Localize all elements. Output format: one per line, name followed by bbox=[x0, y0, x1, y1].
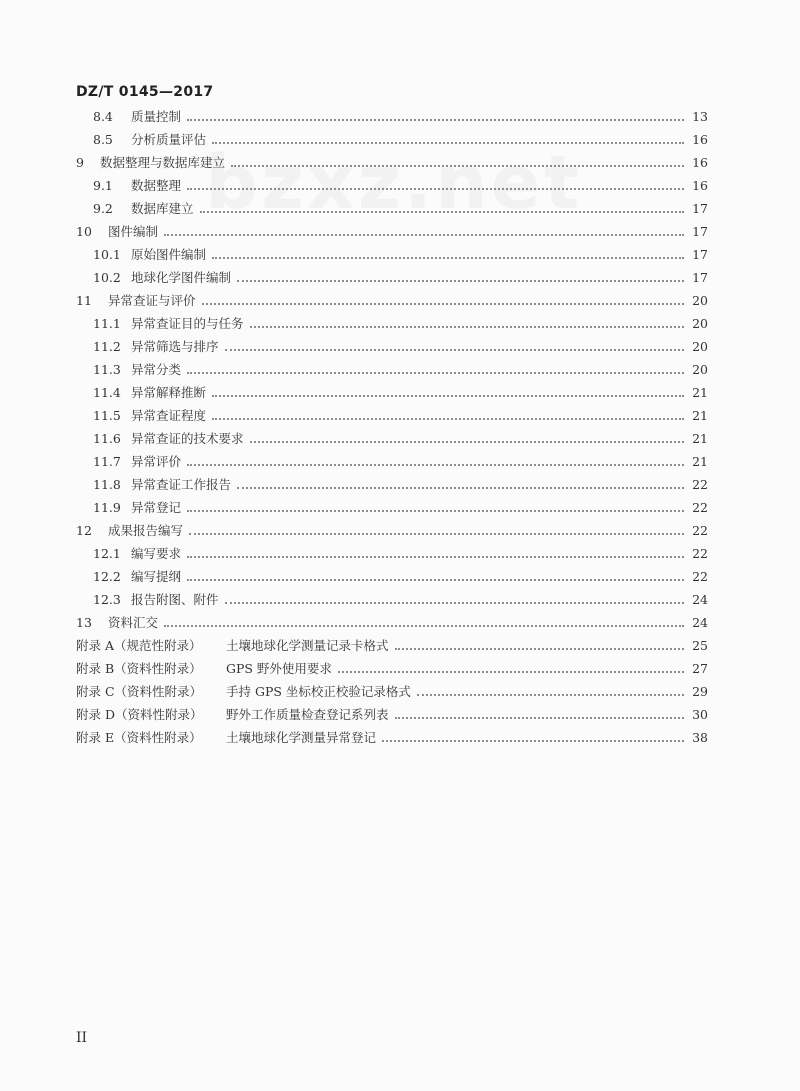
appendix-label: 附录 D（资料性附录） bbox=[76, 707, 203, 722]
toc-number: 9.2 bbox=[93, 201, 113, 216]
toc-title: 编写要求 bbox=[131, 546, 182, 561]
toc-entry[interactable] bbox=[76, 222, 708, 242]
watermark-logo: bzxz.net bbox=[205, 140, 583, 226]
toc-title: 地球化学图件编制 bbox=[131, 270, 232, 285]
leader-dots bbox=[212, 395, 684, 397]
toc-entry[interactable] bbox=[76, 613, 708, 633]
toc-page: 20 bbox=[692, 339, 708, 354]
leader-dots bbox=[189, 533, 684, 535]
toc-page: 30 bbox=[692, 707, 708, 722]
toc-page: 20 bbox=[692, 316, 708, 331]
toc-number: 10.2 bbox=[93, 270, 121, 285]
toc-entry-appendix[interactable] bbox=[76, 728, 708, 748]
toc-entry[interactable] bbox=[93, 268, 708, 288]
toc-number: 11.7 bbox=[93, 454, 121, 469]
toc-page: 29 bbox=[692, 684, 708, 699]
toc-page: 20 bbox=[692, 293, 708, 308]
leader-dots bbox=[237, 280, 684, 282]
toc-page: 21 bbox=[692, 454, 708, 469]
appendix-label: 附录 E（资料性附录） bbox=[76, 730, 202, 745]
toc-number: 13 bbox=[76, 615, 92, 630]
toc-number: 12.1 bbox=[93, 546, 121, 561]
leader-dots bbox=[212, 142, 684, 144]
toc-title: 成果报告编写 bbox=[108, 523, 184, 538]
leader-dots bbox=[202, 303, 684, 305]
toc-page: 24 bbox=[692, 615, 708, 630]
leader-dots bbox=[225, 349, 684, 351]
toc-title: 异常解释推断 bbox=[131, 385, 207, 400]
leader-dots bbox=[382, 740, 684, 742]
toc-title: 报告附图、附件 bbox=[131, 592, 219, 607]
leader-dots bbox=[395, 717, 684, 719]
toc-number: 11.2 bbox=[93, 339, 121, 354]
toc-number: 9.1 bbox=[93, 178, 113, 193]
toc-number: 11.5 bbox=[93, 408, 121, 423]
toc-page: 16 bbox=[692, 155, 708, 170]
toc-number: 11.3 bbox=[93, 362, 121, 377]
toc-number: 8.4 bbox=[93, 109, 113, 124]
standard-code-header: DZ/T 0145—2017 bbox=[76, 84, 214, 100]
toc-title: 资料汇交 bbox=[108, 615, 159, 630]
leader-dots bbox=[187, 119, 684, 121]
toc-entry[interactable] bbox=[93, 360, 708, 380]
appendix-label: 附录 C（资料性附录） bbox=[76, 684, 203, 699]
leader-dots bbox=[187, 464, 684, 466]
toc-title: 异常查证的技术要求 bbox=[131, 431, 244, 446]
toc-number: 12.2 bbox=[93, 569, 121, 584]
toc-entry[interactable] bbox=[93, 383, 708, 403]
toc-title: 分析质量评估 bbox=[131, 132, 207, 147]
toc-page: 16 bbox=[692, 132, 708, 147]
toc-number: 11.4 bbox=[93, 385, 121, 400]
toc-page: 22 bbox=[692, 500, 708, 515]
toc-page: 16 bbox=[692, 178, 708, 193]
toc-title: 异常查证程度 bbox=[131, 408, 207, 423]
toc-entry[interactable] bbox=[93, 245, 708, 265]
toc-page: 13 bbox=[692, 109, 708, 124]
leader-dots bbox=[417, 694, 684, 696]
toc-number: 9 bbox=[76, 155, 84, 170]
toc-page: 17 bbox=[692, 201, 708, 216]
leader-dots bbox=[187, 188, 684, 190]
leader-dots bbox=[250, 326, 684, 328]
toc-entry[interactable] bbox=[93, 107, 708, 127]
leader-dots bbox=[187, 556, 684, 558]
toc-entry[interactable] bbox=[93, 176, 708, 196]
toc-title: 图件编制 bbox=[108, 224, 159, 239]
toc-number: 12 bbox=[76, 523, 92, 538]
toc-title: 土壤地球化学测量记录卡格式 bbox=[226, 638, 389, 653]
toc-page: 25 bbox=[692, 638, 708, 653]
toc-page: 21 bbox=[692, 385, 708, 400]
toc-entry[interactable] bbox=[93, 475, 708, 495]
toc-page: 24 bbox=[692, 592, 708, 607]
toc-number: 11.1 bbox=[93, 316, 121, 331]
toc-entry[interactable] bbox=[93, 590, 708, 610]
toc-title: 异常查证工作报告 bbox=[131, 477, 232, 492]
toc-entry[interactable] bbox=[93, 314, 708, 334]
page-number: II bbox=[76, 1030, 88, 1046]
toc-title: 异常筛选与排序 bbox=[131, 339, 219, 354]
toc-entry[interactable] bbox=[76, 291, 708, 311]
toc-entry[interactable] bbox=[93, 199, 708, 219]
toc-page: 21 bbox=[692, 408, 708, 423]
toc-page: 38 bbox=[692, 730, 708, 745]
toc-page: 27 bbox=[692, 661, 708, 676]
leader-dots bbox=[187, 510, 684, 512]
leader-dots bbox=[250, 441, 684, 443]
toc-page: 17 bbox=[692, 224, 708, 239]
toc-number: 10 bbox=[76, 224, 92, 239]
toc-page: 20 bbox=[692, 362, 708, 377]
toc-number: 11 bbox=[76, 293, 92, 308]
toc-number: 11.8 bbox=[93, 477, 121, 492]
toc-page: 22 bbox=[692, 477, 708, 492]
toc-entry[interactable] bbox=[93, 429, 708, 449]
leader-dots bbox=[231, 165, 684, 167]
toc-title: 质量控制 bbox=[131, 109, 182, 124]
leader-dots bbox=[212, 418, 684, 420]
toc-title: 数据库建立 bbox=[131, 201, 194, 216]
toc-number: 11.6 bbox=[93, 431, 121, 446]
toc-number: 11.9 bbox=[93, 500, 121, 515]
appendix-label: 附录 B（资料性附录） bbox=[76, 661, 202, 676]
toc-number: 8.5 bbox=[93, 132, 113, 147]
toc-title: 土壤地球化学测量异常登记 bbox=[226, 730, 377, 745]
toc-entry[interactable] bbox=[93, 337, 708, 357]
toc-entry[interactable] bbox=[93, 406, 708, 426]
toc-page: 22 bbox=[692, 569, 708, 584]
toc-title: 野外工作质量检查登记系列表 bbox=[226, 707, 389, 722]
toc-entry[interactable] bbox=[93, 498, 708, 518]
toc-entry[interactable] bbox=[93, 452, 708, 472]
toc-title: 数据整理与数据库建立 bbox=[100, 155, 226, 170]
toc-number: 10.1 bbox=[93, 247, 121, 262]
toc-entry[interactable] bbox=[93, 130, 708, 150]
toc-page: 21 bbox=[692, 431, 708, 446]
leader-dots bbox=[395, 648, 684, 650]
toc-title: 异常评价 bbox=[131, 454, 182, 469]
toc-entry[interactable] bbox=[93, 544, 708, 564]
toc-entry-appendix[interactable] bbox=[76, 659, 708, 679]
toc-title: 编写提纲 bbox=[131, 569, 182, 584]
toc-title: 异常查证与评价 bbox=[108, 293, 196, 308]
leader-dots bbox=[164, 625, 684, 627]
leader-dots bbox=[164, 234, 684, 236]
toc-entry[interactable] bbox=[76, 153, 708, 173]
toc-entry-appendix[interactable] bbox=[76, 636, 708, 656]
leader-dots bbox=[338, 671, 684, 673]
toc-entry-appendix[interactable] bbox=[76, 705, 708, 725]
toc-title: 异常分类 bbox=[131, 362, 182, 377]
toc-entry[interactable] bbox=[93, 567, 708, 587]
appendix-label: 附录 A（规范性附录） bbox=[76, 638, 202, 653]
leader-dots bbox=[237, 487, 684, 489]
leader-dots bbox=[187, 579, 684, 581]
toc-page: 22 bbox=[692, 546, 708, 561]
toc-title: 异常登记 bbox=[131, 500, 182, 515]
leader-dots bbox=[200, 211, 684, 213]
toc-page: 17 bbox=[692, 270, 708, 285]
leader-dots bbox=[187, 372, 684, 374]
toc-entry-appendix[interactable] bbox=[76, 682, 708, 702]
toc-title: 原始图件编制 bbox=[131, 247, 207, 262]
toc-title: 异常查证目的与任务 bbox=[131, 316, 244, 331]
toc-number: 12.3 bbox=[93, 592, 121, 607]
leader-dots bbox=[225, 602, 684, 604]
toc-title: GPS 野外使用要求 bbox=[226, 661, 332, 676]
toc-title: 手持 GPS 坐标校正校验记录格式 bbox=[226, 684, 411, 699]
toc-entry[interactable] bbox=[76, 521, 708, 541]
toc-title: 数据整理 bbox=[131, 178, 182, 193]
toc-page: 17 bbox=[692, 247, 708, 262]
toc-page: 22 bbox=[692, 523, 708, 538]
leader-dots bbox=[212, 257, 684, 259]
